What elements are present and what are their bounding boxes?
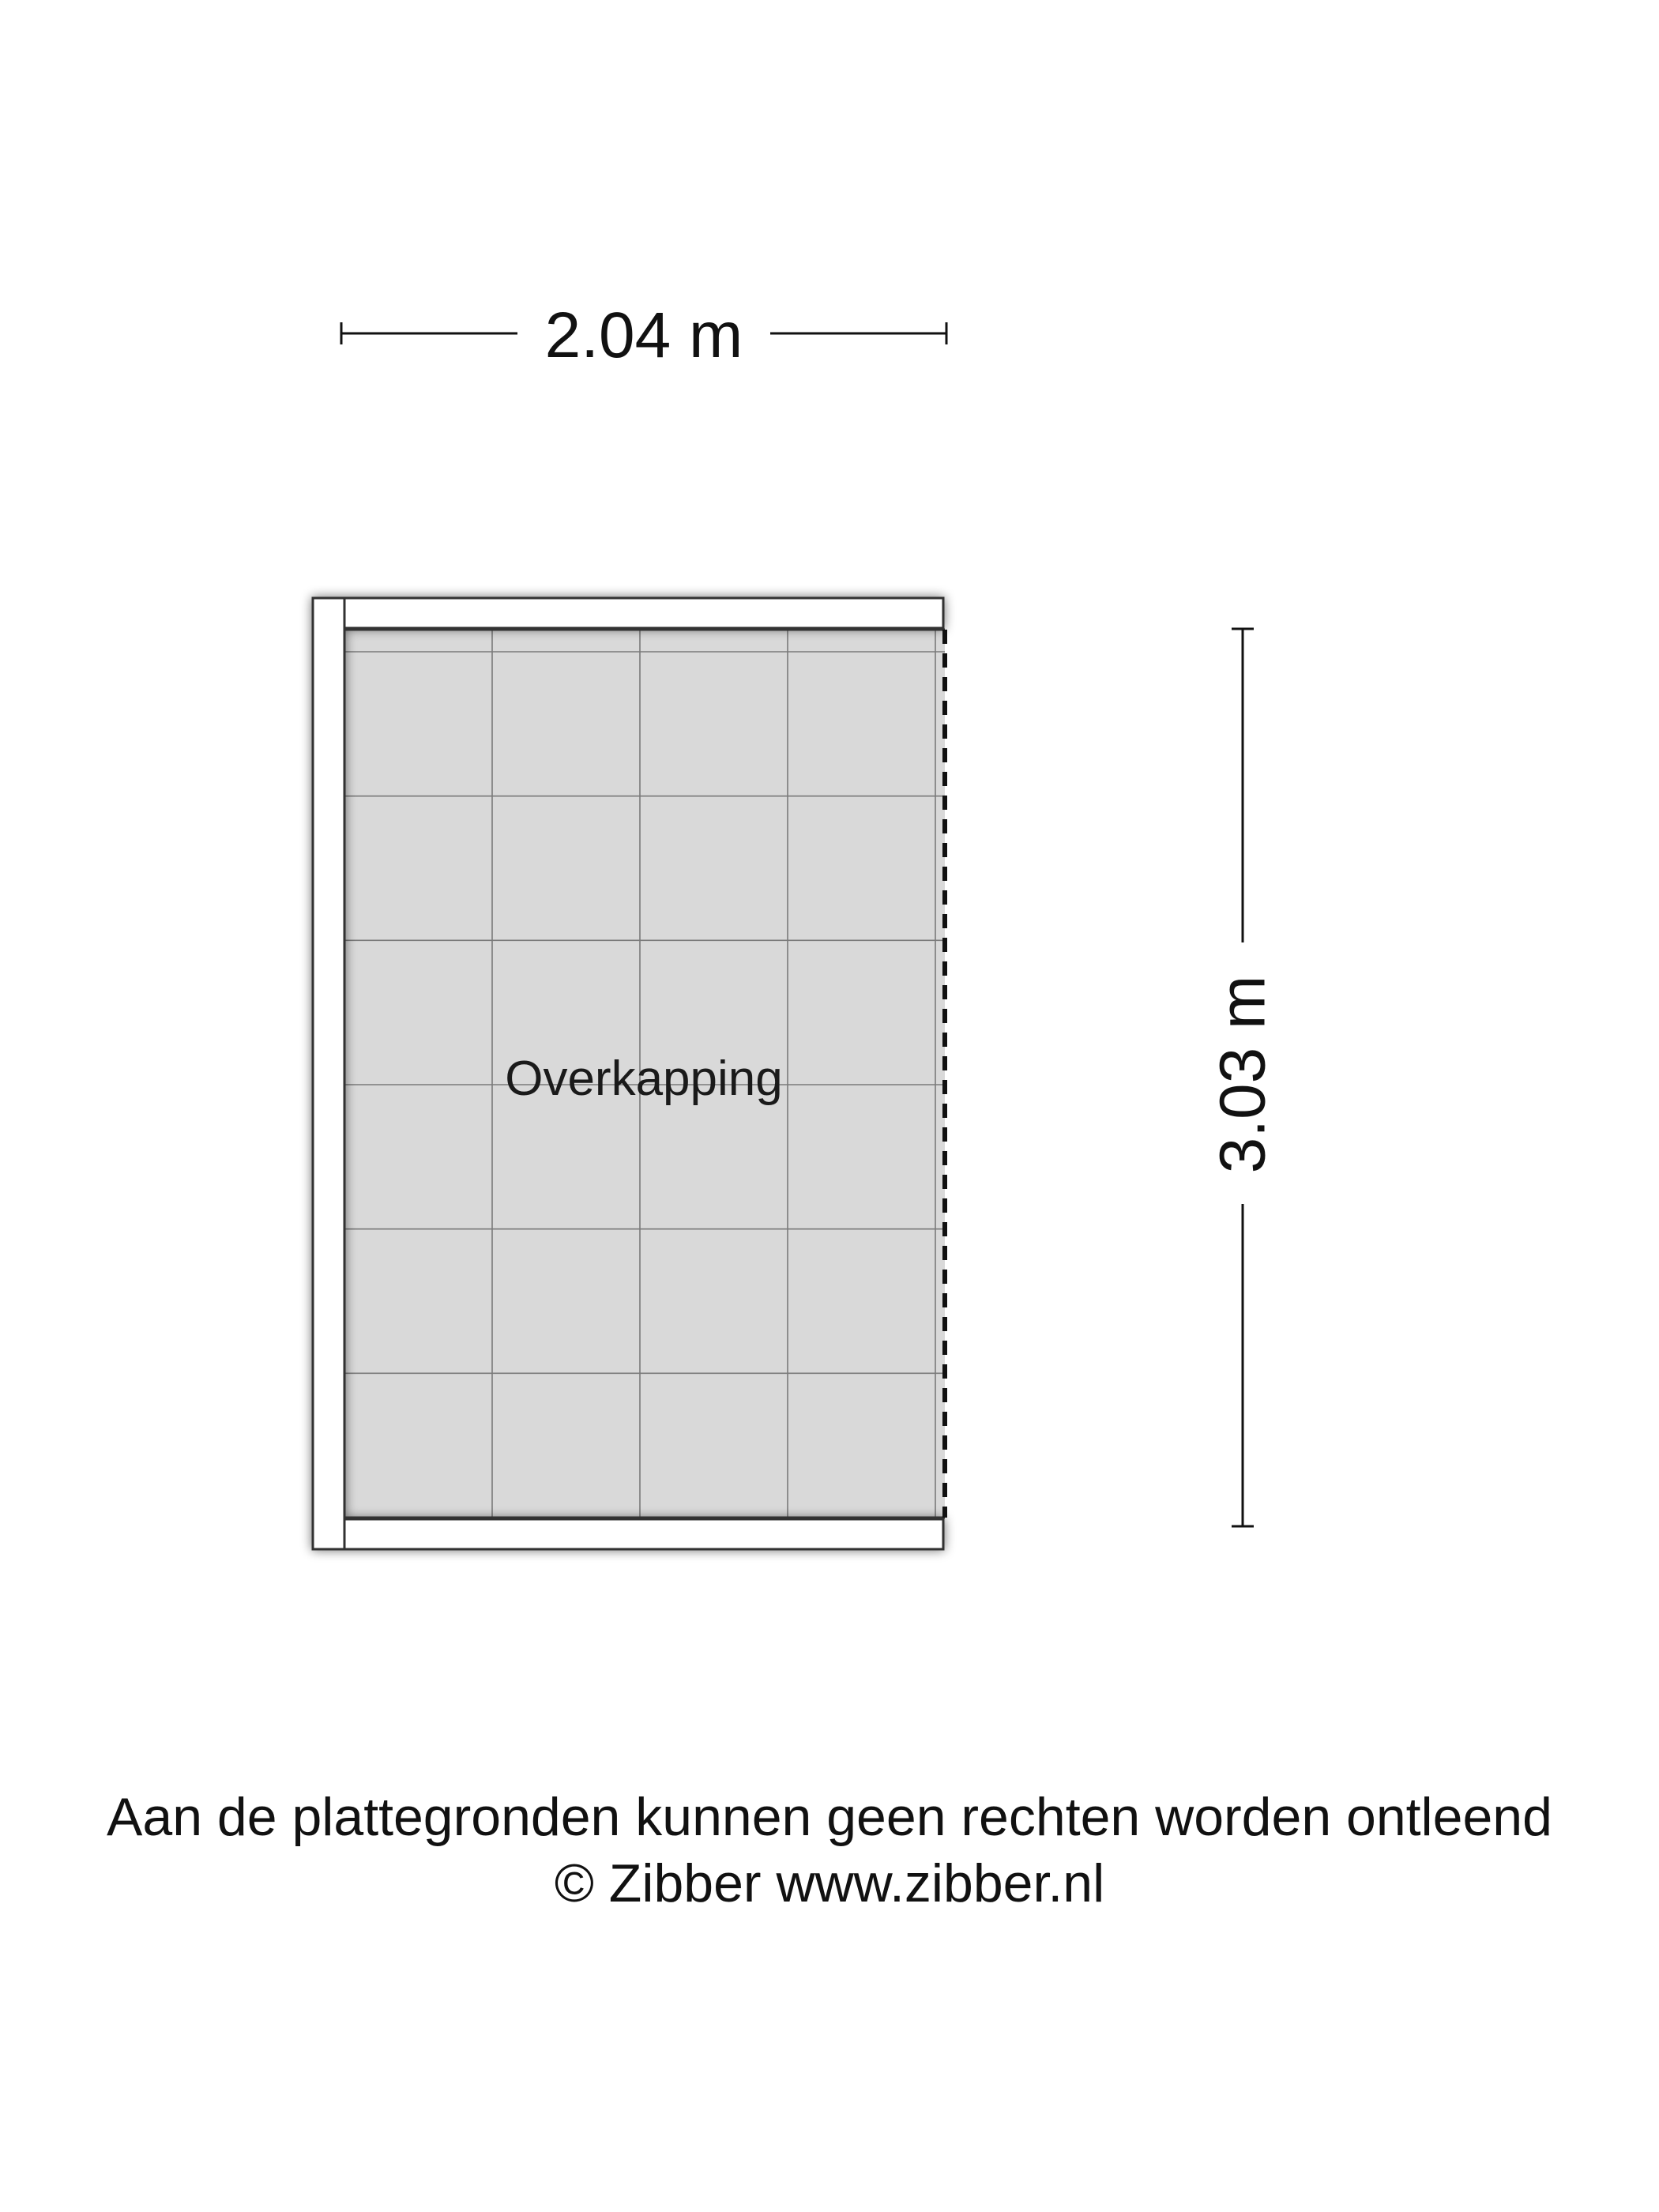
width-dimension bbox=[341, 299, 946, 371]
copyright-text: © Zibber www.zibber.nl bbox=[554, 1853, 1105, 1913]
wall-left bbox=[313, 598, 344, 1549]
disclaimer-text: Aan de plattegronden kunnen geen rechten worden ontleend bbox=[107, 1787, 1552, 1847]
wall-bottom bbox=[344, 1519, 943, 1549]
width-dimension-label: 2.04 m bbox=[544, 299, 743, 371]
height-dimension bbox=[1207, 629, 1279, 1526]
height-dimension-label: 3.03 m bbox=[1206, 975, 1279, 1174]
room-label: Overkapping bbox=[505, 1051, 783, 1106]
wall-top bbox=[344, 598, 943, 628]
